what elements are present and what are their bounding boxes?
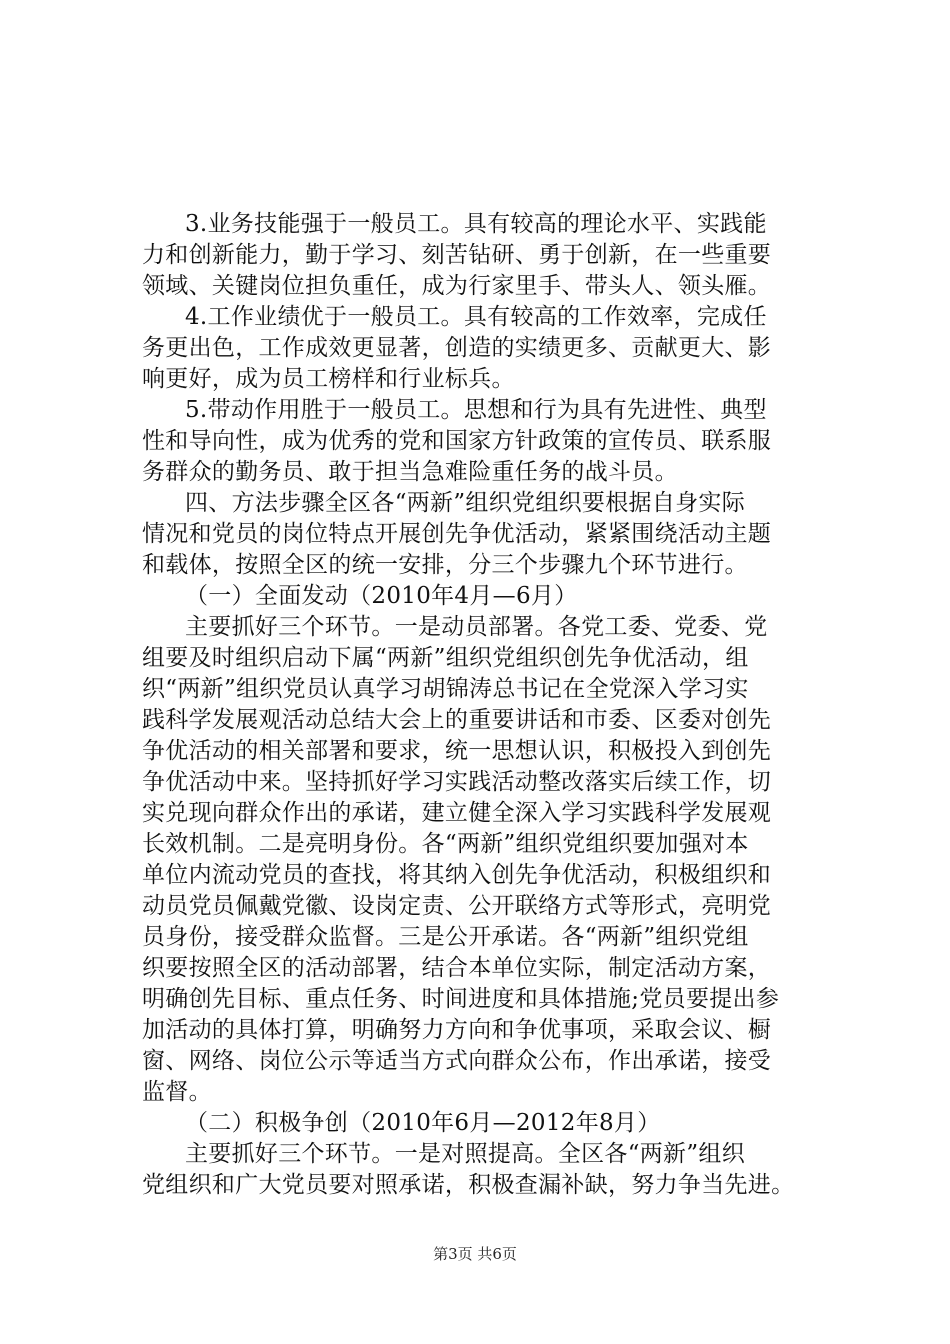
text-line: 主要抓好三个环节。一是动员部署。各党工委、党委、党 (185, 614, 768, 640)
text-line: 动员党员佩戴党徽、设岗定责、公开联络方式等形式，亮明党 (142, 893, 772, 919)
text-line: 务群众的勤务员、敢于担当急难险重任务的战斗员。 (142, 459, 678, 485)
text-line: 织“两新”组织党员认真学习胡锦涛总书记在全党深入学习实 (142, 676, 749, 702)
text-line: 4.工作业绩优于一般员工。具有较高的工作效率，完成任 (185, 304, 767, 330)
text-line: 力和创新能力，勤于学习、刻苦钻研、勇于创新，在一些重要 (142, 242, 772, 268)
text-line: 性和导向性，成为优秀的党和国家方针政策的宣传员、联系服 (142, 428, 772, 454)
section-heading: （二）积极争创（2010年6月—2012年8月） (185, 1110, 661, 1136)
text-line: 监督。 (142, 1079, 212, 1105)
text-line: 争优活动的相关部署和要求，统一思想认识，积极投入到创先 (142, 738, 772, 764)
text-line: 实兑现向群众作出的承诺，建立健全深入学习实践科学发展观 (142, 800, 772, 826)
text-line: 单位内流动党员的查找，将其纳入创先争优活动，积极组织和 (142, 862, 772, 888)
text-line: 践科学发展观活动总结大会上的重要讲话和市委、区委对创先 (142, 707, 772, 733)
text-line: 务更出色，工作成效更显著，创造的实绩更多、贡献更大、影 (142, 335, 772, 361)
text-line: 加活动的具体打算，明确努力方向和争优事项，采取会议、橱 (142, 1017, 772, 1043)
text-line: 3.业务技能强于一般员工。具有较高的理论水平、实践能 (185, 211, 767, 237)
text-line: 领域、关键岗位担负重任，成为行家里手、带头人、领头雁。 (142, 273, 772, 299)
text-line: 四、方法步骤全区各“两新”组织党组织要根据自身实际 (185, 490, 746, 516)
text-line: 5.带动作用胜于一般员工。思想和行为具有先进性、典型 (185, 397, 767, 423)
section-heading: （一）全面发动（2010年4月—6月） (185, 583, 578, 609)
text-line: 争优活动中来。坚持抓好学习实践活动整改落实后续工作，切 (142, 769, 772, 795)
text-line: 党组织和广大党员要对照承诺，积极查漏补缺，努力争当先进。 (142, 1172, 795, 1198)
text-line: 组要及时组织启动下属“两新”组织党组织创先争优活动，组 (142, 645, 749, 671)
text-line: 响更好，成为员工榜样和行业标兵。 (142, 366, 515, 392)
text-line: 长效机制。二是亮明身份。各“两新”组织党组织要加强对本 (142, 831, 749, 857)
text-line: 明确创先目标、重点任务、时间进度和具体措施;党员要提出参 (142, 986, 780, 1012)
document-body (142, 209, 842, 1201)
text-line: 情况和党员的岗位特点开展创先争优活动，紧紧围绕活动主题 (142, 521, 772, 547)
text-line: 主要抓好三个环节。一是对照提高。全区各“两新”组织 (185, 1141, 746, 1167)
text-line: 窗、网络、岗位公示等适当方式向群众公布，作出承诺，接受 (142, 1048, 772, 1074)
page-number: 第3页 共6页 (433, 1245, 517, 1263)
text-line: 员身份，接受群众监督。三是公开承诺。各“两新”组织党组 (142, 924, 749, 950)
text-line: 和载体，按照全区的统一安排，分三个步骤九个环节进行。 (142, 552, 748, 578)
text-line: 织要按照全区的活动部署，结合本单位实际，制定活动方案， (142, 955, 772, 981)
